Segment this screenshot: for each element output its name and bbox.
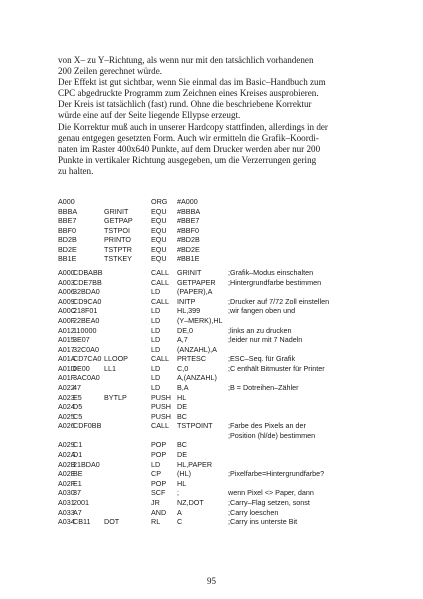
listing-arg: #BBBA <box>177 206 201 216</box>
listing-hex: D5 <box>73 402 83 412</box>
listing-hex: 32BDA0 <box>73 287 100 297</box>
listing-op: EQU <box>151 225 167 235</box>
listing-addr: BBF0 <box>58 225 76 235</box>
listing-arg: DE <box>177 450 187 460</box>
listing-row <box>58 268 388 278</box>
listing-arg: (HL) <box>177 469 191 479</box>
text-line: 200 Zeilen gerechnet würde. <box>58 66 163 77</box>
listing-addr: A026 <box>58 421 75 431</box>
listing-hex: 22BEA0 <box>73 315 100 325</box>
listing-arg: A <box>177 507 182 517</box>
listing-row <box>58 431 388 441</box>
listing-row <box>58 440 388 450</box>
listing-label: LLOOP <box>104 354 128 364</box>
listing-addr: A006 <box>58 287 75 297</box>
listing-op: RL <box>151 517 161 527</box>
listing-row <box>58 393 388 403</box>
listing-row <box>58 402 388 412</box>
listing-label: TSTPOI <box>104 225 130 235</box>
listing-row <box>58 373 388 383</box>
listing-row <box>58 479 388 489</box>
listing-op: CP <box>151 469 161 479</box>
body-text <box>58 55 388 177</box>
listing-label: GETPAP <box>104 216 133 226</box>
listing-op: LD <box>151 306 161 316</box>
listing-label: GRINIT <box>104 206 129 216</box>
listing-op: CALL <box>151 421 169 431</box>
listing-addr: A000 <box>58 268 75 278</box>
listing-row <box>58 488 388 498</box>
listing-hex: CD9CA0 <box>73 296 102 306</box>
listing-op: JR <box>151 497 160 507</box>
listing-arg: #BB1E <box>177 254 200 264</box>
listing-hex: C5 <box>73 411 83 421</box>
listing-op: PUSH <box>151 411 171 421</box>
assembly-listing <box>58 197 388 527</box>
listing-cmt: ;Carry ins unterste Bit <box>228 517 298 527</box>
listing-hex: BE <box>73 469 83 479</box>
listing-addr: BB1E <box>58 254 77 264</box>
listing-addr: A031 <box>58 497 75 507</box>
listing-op: SCF <box>151 488 166 498</box>
listing-op: POP <box>151 478 167 488</box>
listing-hex: 32C0A0 <box>73 344 99 354</box>
listing-arg: DE,0 <box>177 325 193 335</box>
listing-arg: TSTPOINT <box>177 421 213 431</box>
listing-label: LL1 <box>104 363 116 373</box>
listing-op: EQU <box>151 254 167 264</box>
listing-op: LD <box>151 382 161 392</box>
listing-addr: A024 <box>58 402 75 412</box>
listing-arg: #BBF0 <box>177 225 199 235</box>
listing-hex: CB11 <box>73 517 91 527</box>
listing-addr: BBBA <box>58 206 78 216</box>
listing-hex: 3AC0A0 <box>73 373 100 383</box>
listing-row <box>58 364 388 374</box>
listing-hex: 3E07 <box>73 335 90 345</box>
listing-arg: #BD2B <box>177 235 200 245</box>
listing-label: TSTKEY <box>104 254 132 264</box>
listing-cmt: ;C enthält Bitmuster für Printer <box>228 363 325 373</box>
listing-row <box>58 517 388 527</box>
listing-row <box>58 287 388 297</box>
listing-addr: A022 <box>58 382 75 392</box>
listing-arg: GETPAPER <box>177 277 216 287</box>
listing-addr: A01A <box>58 354 76 364</box>
listing-hex: 47 <box>73 382 81 392</box>
listing-hex: 110000 <box>73 325 97 335</box>
listing-row <box>58 306 388 316</box>
listing-op: PUSH <box>151 402 171 412</box>
text-line: würde eine auf der Seite liegende Ellypse erzeugt. <box>58 110 241 121</box>
listing-arg: HL,PAPER <box>177 459 213 469</box>
listing-arg: DE <box>177 402 187 412</box>
listing-hex: CDF0BB <box>73 421 102 431</box>
listing-addr: A02F <box>58 478 76 488</box>
listing-op: LD <box>151 287 161 297</box>
text-line: naten im Raster 400x640 Punkte, auf dem Drucker werden aber nur 200 <box>58 143 321 154</box>
listing-arg: HL <box>177 478 187 488</box>
listing-addr: A009 <box>58 296 75 306</box>
listing-row <box>58 278 388 288</box>
text-line: genau entgegen gesetzten Form. Auch wir ermitteln die Grafik–Koordi- <box>58 132 319 143</box>
listing-hex: A7 <box>73 507 82 517</box>
listing-cmt: ;ESC–Seq. für Grafik <box>228 354 296 364</box>
listing-row <box>58 245 388 255</box>
listing-addr: A029 <box>58 440 75 450</box>
listing-arg: #A000 <box>177 197 198 206</box>
listing-row <box>58 354 388 364</box>
listing-hex: 218F01 <box>73 306 98 316</box>
listing-row <box>58 383 388 393</box>
listing-cmt: ;Position (hl/de) bestimmen <box>228 430 316 440</box>
listing-hex: E1 <box>73 478 82 488</box>
listing-hex: 2001 <box>73 497 89 507</box>
text-line: Der Effekt ist gut sichtbar, wenn Sie einmal das im Basic–Handbuch zum <box>58 77 326 88</box>
listing-addr: A000 <box>58 197 75 206</box>
listing-arg: (Y–MERK),HL <box>177 315 223 325</box>
listing-row <box>58 226 388 236</box>
listing-arg: INITP <box>177 296 196 306</box>
listing-addr: BD2B <box>58 235 77 245</box>
listing-cmt: ;Hintergrundfarbe bestimmen <box>228 277 322 287</box>
listing-row <box>58 345 388 355</box>
listing-row <box>58 460 388 470</box>
listing-addr: BD2E <box>58 244 77 254</box>
listing-row <box>58 297 388 307</box>
listing-cmt: ;leider nur mit 7 Nadeln <box>228 335 303 345</box>
listing-addr: A00C <box>58 306 76 316</box>
listing-addr: A01F <box>58 373 76 383</box>
listing-cmt: ;Grafik–Modus einschalten <box>228 268 314 278</box>
listing-hex: CDE7BB <box>73 277 102 287</box>
text-line: CPC abgedruckte Programm zum Zeichnen eines Kreises ausprobieren. <box>58 88 319 99</box>
listing-addr: A012 <box>58 325 75 335</box>
listing-op: AND <box>151 507 167 517</box>
listing-addr: A023 <box>58 392 75 402</box>
listing-cmt: ;links an zu drucken <box>228 325 292 335</box>
listing-hex: CDBABB <box>73 268 103 278</box>
listing-row <box>58 197 388 207</box>
listing-op: LD <box>151 373 161 383</box>
listing-arg: GRINIT <box>177 268 202 278</box>
listing-op: LD <box>151 344 161 354</box>
text-line: Punkte in vertikaler Richtung ausgegeben, um die Verzerrungen gering <box>58 154 317 165</box>
listing-row <box>58 254 388 264</box>
listing-arg: (PAPER),A <box>177 287 213 297</box>
listing-arg: BC <box>177 440 187 450</box>
listing-hex: 37 <box>73 488 81 498</box>
listing-row <box>58 316 388 326</box>
listing-addr: A025 <box>58 411 75 421</box>
listing-cmt: ;Pixelfarbe=Hintergrundfarbe? <box>228 469 325 479</box>
listing-op: POP <box>151 440 167 450</box>
listing-hex: C1 <box>73 440 83 450</box>
listing-op: CALL <box>151 268 169 278</box>
listing-arg: #BD2E <box>177 244 200 254</box>
listing-op: LD <box>151 325 161 335</box>
listing-arg: B,A <box>177 382 189 392</box>
listing-op: POP <box>151 450 167 460</box>
listing-label: PRINTO <box>104 235 132 245</box>
listing-addr: A015 <box>58 335 75 345</box>
listing-arg: C <box>177 517 183 527</box>
listing-addr: A003 <box>58 277 75 287</box>
listing-row <box>58 498 388 508</box>
listing-hex: D1 <box>73 450 83 460</box>
listing-cmt: wenn Pixel <> Paper, dann <box>228 488 314 498</box>
listing-op: CALL <box>151 296 169 306</box>
listing-hex: CD7CA0 <box>73 354 102 364</box>
listing-addr: A034 <box>58 517 75 527</box>
listing-arg: ; <box>177 488 179 498</box>
listing-hex: 0E00 <box>73 363 90 373</box>
listing-arg: #BBE7 <box>177 216 200 226</box>
listing-addr: A017 <box>58 344 75 354</box>
listing-cmt: ;Carry loeschen <box>228 507 279 517</box>
listing-label: DOT <box>104 517 120 527</box>
text-line: zu halten. <box>58 165 94 176</box>
listing-op: LD <box>151 315 161 325</box>
listing-row <box>58 508 388 518</box>
listing-cmt: ;Carry–Flag setzen, sonst <box>228 497 310 507</box>
page-number: 95 <box>207 576 216 586</box>
listing-arg: HL,399 <box>177 306 201 316</box>
listing-hex: E5 <box>73 392 82 402</box>
listing-op: ORG <box>151 197 168 206</box>
listing-cmt: ;Drucker auf 7/72 Zoll einstellen <box>228 296 330 306</box>
listing-op: PUSH <box>151 392 171 402</box>
listing-arg: HL <box>177 392 187 402</box>
listing-addr: A01D <box>58 363 76 373</box>
listing-arg: BC <box>177 411 187 421</box>
listing-arg: (ANZAHL),A <box>177 344 217 354</box>
listing-row <box>58 326 388 336</box>
listing-arg: A,(ANZAHL) <box>177 373 217 383</box>
listing-arg: PRTESC <box>177 354 207 364</box>
listing-row <box>58 207 388 217</box>
listing-op: EQU <box>151 235 167 245</box>
listing-op: CALL <box>151 354 169 364</box>
text-line: Die Korrektur muß auch in unserer Hardcopy stattfinden, allerdings in der <box>58 121 328 132</box>
listing-label: BYTLP <box>104 392 127 402</box>
listing-row <box>58 412 388 422</box>
listing-op: LD <box>151 363 161 373</box>
listing-row <box>58 216 388 226</box>
listing-cmt: ;Farbe des Pixels an der <box>228 421 306 431</box>
listing-row <box>58 450 388 460</box>
listing-row <box>58 235 388 245</box>
listing-addr: BBE7 <box>58 216 77 226</box>
listing-addr: A033 <box>58 507 75 517</box>
listing-op: EQU <box>151 206 167 216</box>
listing-row <box>58 469 388 479</box>
listing-op: EQU <box>151 244 167 254</box>
text-line: Der Kreis ist tatsächlich (fast) rund. Ohne die beschriebene Korrektur <box>58 99 312 110</box>
listing-arg: NZ,DOT <box>177 497 204 507</box>
listing-row <box>58 335 388 345</box>
listing-row <box>58 421 388 431</box>
listing-op: EQU <box>151 216 167 226</box>
listing-addr: A02A <box>58 450 76 460</box>
listing-hex: 21BDA0 <box>73 459 100 469</box>
listing-addr: A02E <box>58 469 76 479</box>
listing-op: LD <box>151 335 161 345</box>
listing-op: LD <box>151 459 161 469</box>
listing-addr: A00F <box>58 315 76 325</box>
listing-op: CALL <box>151 277 169 287</box>
listing-cmt: ;wir fangen oben und <box>228 306 296 316</box>
listing-addr: A02B <box>58 459 76 469</box>
text-line: von X– zu Y–Richtung, als wenn nur mit den tatsächlich vorhandenen <box>58 55 314 65</box>
listing-arg: C,0 <box>177 363 189 373</box>
listing-cmt: ;B = Dotreihen–Zähler <box>228 382 299 392</box>
listing-label: TSTPTR <box>104 244 132 254</box>
listing-addr: A030 <box>58 488 75 498</box>
listing-arg: A,7 <box>177 335 188 345</box>
